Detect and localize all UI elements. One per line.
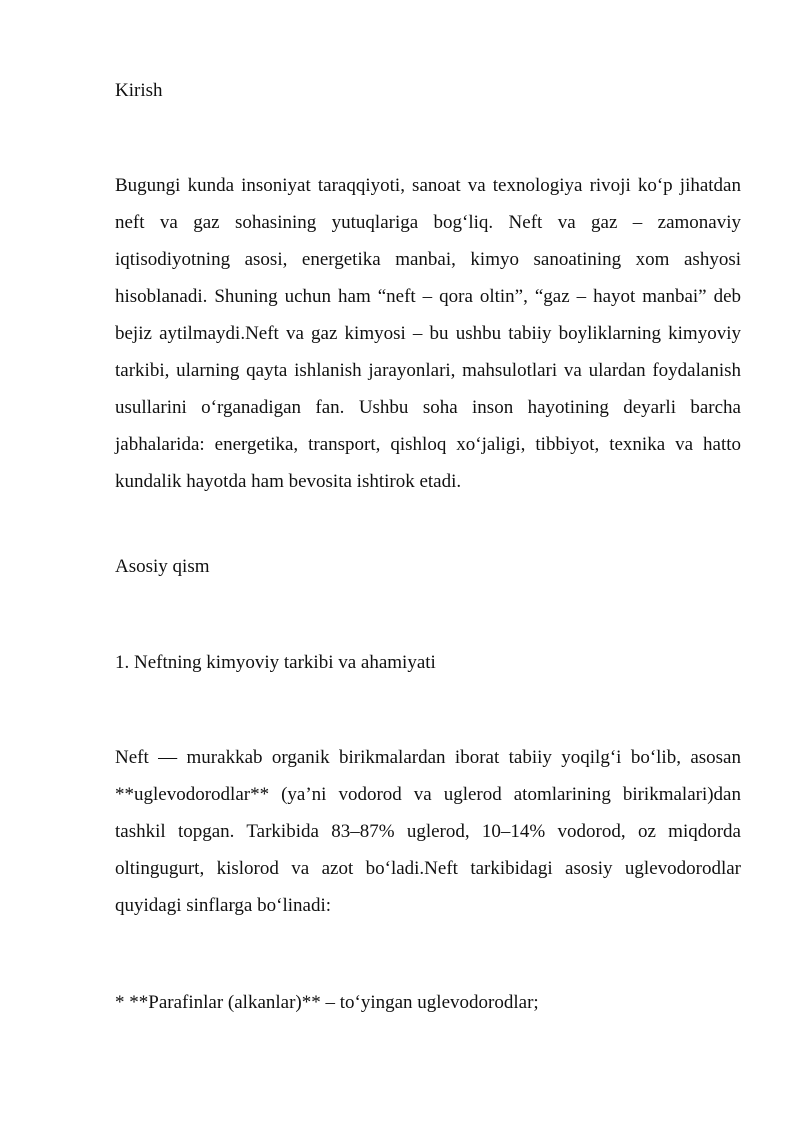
heading-main-part: Asosiy qism (115, 556, 210, 577)
paragraph-intro: Bugungi kunda insoniyat taraqqiyoti, sanoat va texnologiya rivoji ko‘p jihatdan neft va gaz sohasining yutuqlariga bog‘liq. Neft va gaz – zamonaviy iqtisodiyotning asosi, energetika manbai, kimyo sanoatining xom ashyosi hisoblanadi. Shuning uchun ham “neft – qora oltin”, “gaz – hayot manbai” deb bejiz aytilmaydi.Neft va gaz kimyosi – bu ushbu tabiiy boyliklarning kimyoviy tarkibi, ularning qayta ishlanish jarayonlari, mahsulotlari va ulardan foydalanish usullarini o‘rganadigan fan. Ushbu soha inson hayotining deyarli barcha jabhalarida: energetika, transport, qishloq xo‘jaligi, tibbiyot, texnika va hatto kundalik hayotda ham bevosita ishtirok etadi. (115, 175, 741, 492)
list-item: * **Parafinlar (alkanlar)** – to‘yingan uglevodorodlar; (115, 992, 539, 1013)
section-heading: 1. Neftning kimyoviy tarkibi va ahamiyati (115, 652, 436, 673)
paragraph-neft-composition: Neft — murakkab organik birikmalardan iborat tabiiy yoqilg‘i bo‘lib, asosan **uglevodorodlar** (ya’ni vodorod va uglerod atomlarining birikmalari)dan tashkil topgan. Tarkibida 83–87% uglerod, 10–14% vodorod, oz miqdorda oltingugurt, kislorod va azot bo‘ladi.Neft tarkibidagi asosiy uglevodorodlar quyidagi sinflarga bo‘linadi: (115, 747, 741, 916)
heading-intro: Kirish (115, 80, 163, 101)
